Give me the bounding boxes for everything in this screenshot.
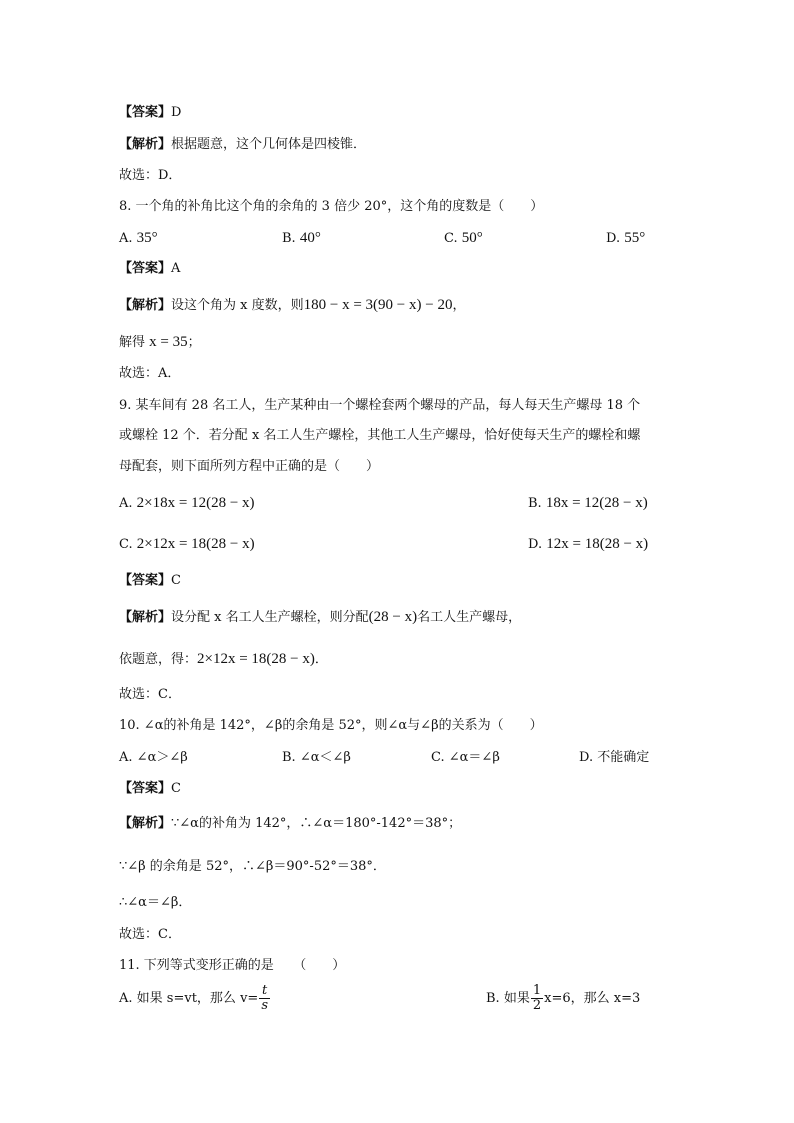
answer-tag: 【答案】 — [119, 261, 172, 276]
q9-stem-line3: 母配套，则下面所列方程中正确的是（ ） — [119, 459, 380, 474]
option-label: C. — [119, 537, 133, 552]
fraction-numerator: 1 — [532, 983, 542, 998]
option-text: 2×12x = 18(28 − x) — [136, 536, 255, 552]
option-text: ∠α＞∠β — [136, 750, 188, 765]
option-label: D. — [528, 537, 543, 552]
solve-text: 解得 — [119, 335, 146, 350]
option-label: A. — [119, 991, 133, 1006]
analysis-text: 设分配 x 名工人生产螺栓，则分配 — [171, 610, 369, 625]
option-text: ∠α＜∠β — [299, 750, 351, 765]
q11-option-b — [486, 984, 640, 1014]
option-text: 35° — [136, 230, 158, 246]
analysis-end: ． — [314, 652, 328, 667]
q11-stem: 11. 下列等式变形正确的是 （ ） — [119, 958, 346, 973]
q11-option-a — [119, 984, 271, 1014]
fraction — [259, 984, 270, 1013]
analysis-text: 设这个角为 x 度数，则 — [171, 298, 304, 313]
q8-solve-line — [119, 333, 201, 352]
q9-answer-line — [119, 572, 181, 590]
answer-value: D — [171, 105, 182, 120]
q10-analysis-line2: ∵∠β 的余角是 52°，∴∠β＝90°-52°＝38°． — [119, 859, 386, 874]
fraction-numerator: t — [259, 984, 270, 999]
option-text-end: x=6，那么 x=3 — [544, 991, 641, 1006]
option-label: A. — [119, 750, 133, 765]
option-text: 55° — [624, 230, 646, 246]
option-label: B. — [282, 750, 296, 765]
option-label: B. — [486, 991, 500, 1006]
option-label: B. — [282, 231, 296, 246]
q10-answer-line — [119, 780, 181, 798]
analysis-text: 依题意，得： — [119, 652, 198, 667]
solve-end: ； — [187, 335, 201, 350]
q8-analysis-line — [119, 296, 465, 315]
q10-option-a — [119, 749, 188, 767]
fraction-denominator: s — [261, 998, 268, 1013]
q10-conclusion: 故选：C． — [119, 927, 181, 942]
option-label: A. — [119, 231, 133, 246]
fraction-denominator: 2 — [532, 998, 542, 1013]
option-text: 50° — [461, 230, 483, 246]
analysis-equation: 2×12x = 18(28 − x) — [197, 651, 315, 667]
answer-value: A — [171, 261, 181, 276]
q9-analysis-line — [119, 608, 521, 627]
q8-option-a — [119, 229, 158, 248]
q8-option-c — [444, 229, 483, 248]
q9-conclusion: 故选：C． — [119, 687, 181, 702]
analysis-tag: 【解析】 — [119, 610, 172, 625]
q8-conclusion: 故选：A． — [119, 366, 181, 381]
q10-option-c — [431, 749, 500, 767]
option-label: A. — [119, 496, 133, 511]
analysis-end: ， — [452, 298, 466, 313]
q8-answer-line — [119, 260, 180, 278]
option-text: 如果 s=vt，那么 v= — [136, 991, 259, 1006]
analysis-tag: 【解析】 — [119, 816, 172, 831]
option-text: 40° — [299, 230, 321, 246]
answer-tag: 【答案】 — [119, 105, 172, 120]
q9-option-d — [528, 535, 648, 554]
q10-option-b — [282, 749, 351, 767]
analysis-text: ∵∠α的补角为 142°，∴∠α＝180°-142°＝38°； — [171, 816, 462, 831]
analysis-text: 根据题意，这个几何体是四棱锥． — [171, 137, 367, 152]
q8-option-b — [282, 229, 321, 248]
solve-equation: x = 35 — [149, 334, 188, 350]
analysis-equation: (28 − x) — [368, 609, 418, 625]
fraction — [531, 984, 543, 1013]
option-text: 18x = 12(28 − x) — [545, 495, 648, 511]
option-label: B. — [528, 496, 542, 511]
answer-value: C — [171, 573, 181, 588]
option-text: 2×18x = 12(28 − x) — [136, 495, 255, 511]
q9-stem-line2: 或螺栓 12 个．若分配 x 名工人生产螺栓，其他工人生产螺母，恰好使每天生产的螺栓和螺 — [119, 428, 641, 443]
option-label: D. — [579, 750, 594, 765]
analysis-text-end: 名工人生产螺母， — [417, 610, 522, 625]
option-text: 不能确定 — [597, 750, 650, 765]
q9-option-b — [528, 494, 648, 513]
answer-tag: 【答案】 — [119, 781, 172, 796]
option-label: C. — [431, 750, 445, 765]
q9-analysis-line2 — [119, 650, 328, 669]
q7-answer-line — [119, 104, 181, 122]
q7-analysis-line — [119, 136, 366, 154]
answer-value: C — [171, 781, 181, 796]
option-text: 12x = 18(28 − x) — [546, 536, 649, 552]
q9-option-c — [119, 535, 255, 554]
q10-option-d — [579, 749, 649, 767]
q7-conclusion: 故选：D． — [119, 168, 182, 183]
q10-stem: 10. ∠α的补角是 142°，∠β的余角是 52°，则∠α与∠β的关系为（ ） — [119, 718, 543, 733]
analysis-tag: 【解析】 — [119, 298, 172, 313]
answer-tag: 【答案】 — [119, 573, 172, 588]
q10-analysis-line3: ∴∠α＝∠β． — [119, 895, 192, 910]
analysis-equation: 180 − x = 3(90 − x) − 20 — [303, 297, 453, 313]
option-text: 如果 — [503, 991, 530, 1006]
option-label: C. — [444, 231, 458, 246]
option-text: ∠α＝∠β — [448, 750, 500, 765]
analysis-tag: 【解析】 — [119, 137, 172, 152]
option-label: D. — [606, 231, 621, 246]
q9-stem-line1: 9. 某车间有 28 名工人，生产某种由一个螺栓套两个螺母的产品，每人每天生产螺母 18 个 — [119, 398, 641, 413]
q8-option-d — [606, 229, 645, 248]
q8-stem: 8. 一个角的补角比这个角的余角的 3 倍少 20°，这个角的度数是（ ） — [119, 199, 544, 214]
q10-analysis-line — [119, 815, 461, 833]
q9-option-a — [119, 494, 255, 513]
